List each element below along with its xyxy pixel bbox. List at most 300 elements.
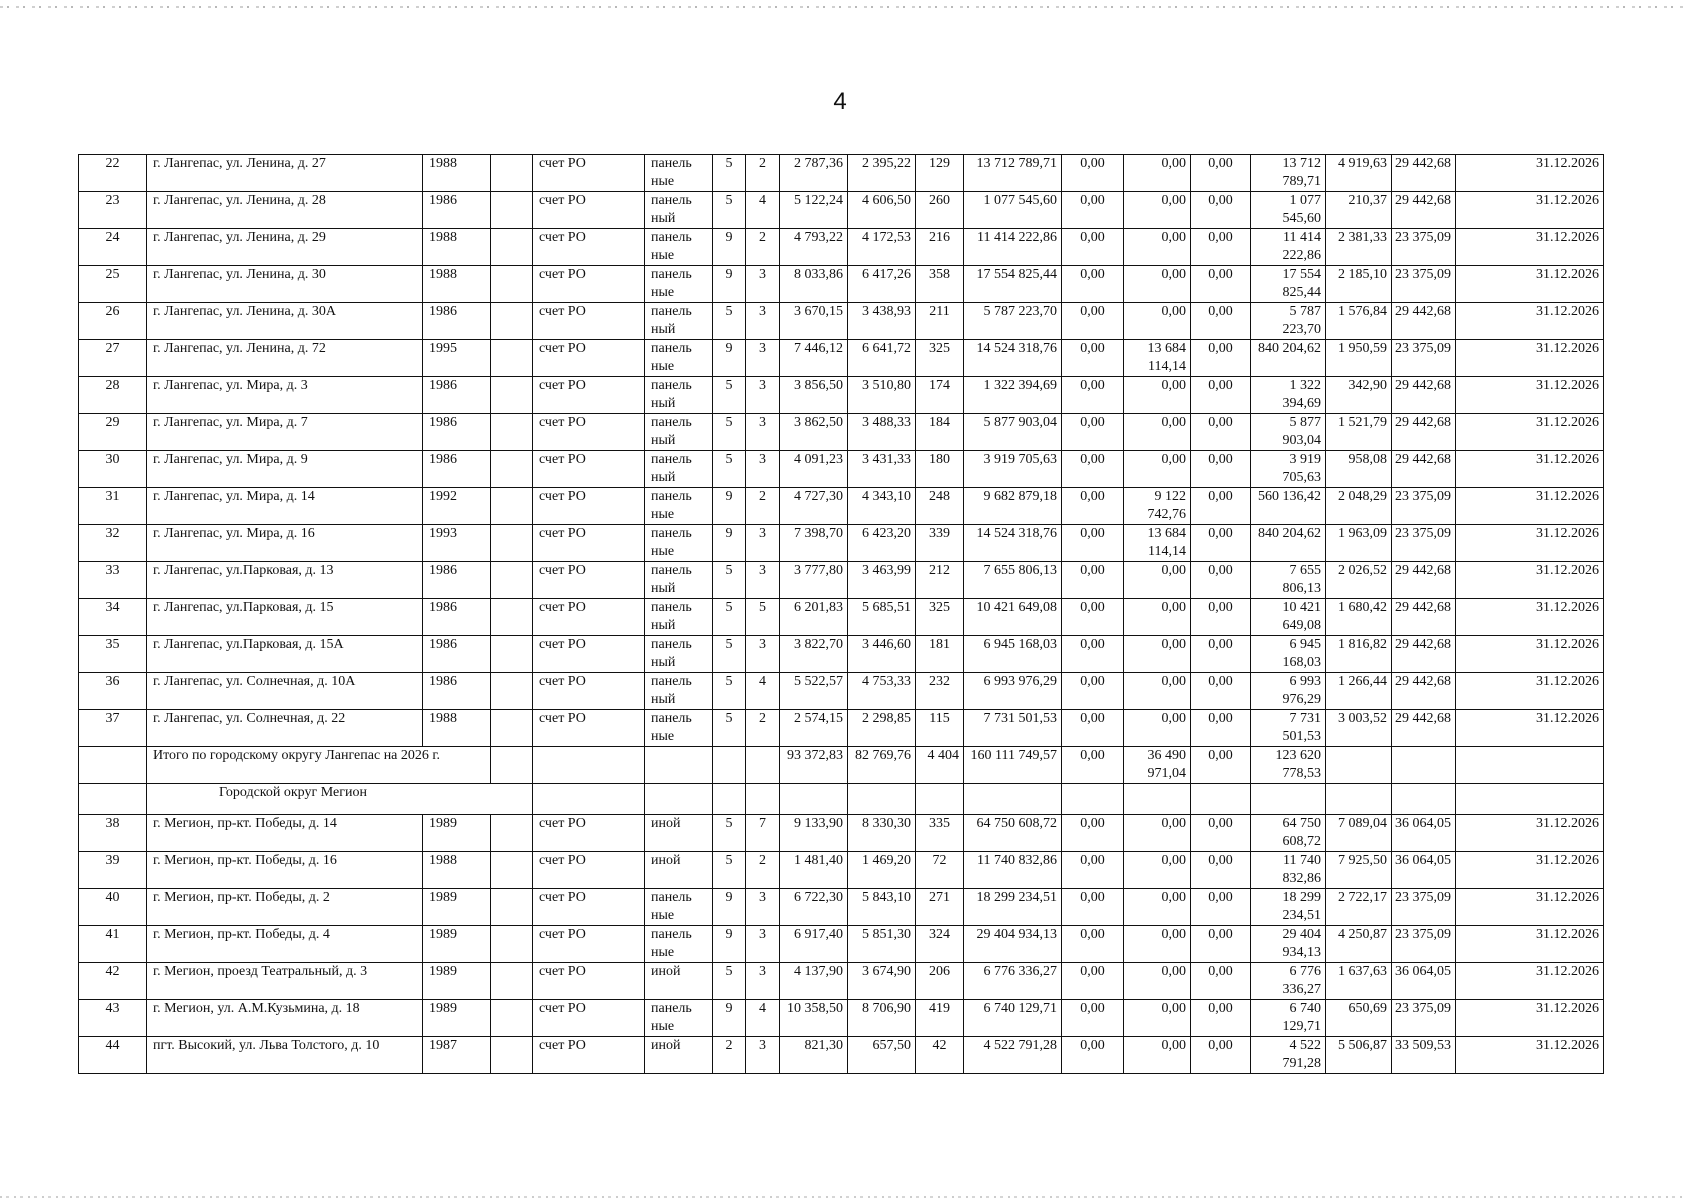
- cell-residents: 271: [916, 889, 964, 926]
- cell-blank: [491, 599, 533, 636]
- cell-deadline: 31.12.2026: [1456, 303, 1604, 340]
- cell-entrances: 3: [746, 451, 780, 488]
- cell-fund: счет РО: [533, 303, 645, 340]
- register-table: [78, 154, 1604, 1074]
- cell-no: 32: [79, 525, 147, 562]
- cell-deadline: 31.12.2026: [1456, 599, 1604, 636]
- cell-blank: [491, 414, 533, 451]
- group-label: Городской округ Мегион: [147, 784, 533, 815]
- cell-material: панель ный: [645, 599, 713, 636]
- cell-address: г. Лангепас, ул. Ленина, д. 28: [147, 192, 423, 229]
- cell-area-total: 821,30: [780, 1037, 848, 1074]
- cell-area-total: 6 201,83: [780, 599, 848, 636]
- cell-fund-local: 0,00: [1191, 340, 1251, 377]
- cell-entrances: 3: [746, 636, 780, 673]
- cell-fund-local: 0,00: [1191, 451, 1251, 488]
- cell-entrances: 3: [746, 377, 780, 414]
- table-row: [79, 155, 1604, 192]
- cell-deadline: 31.12.2026: [1456, 636, 1604, 673]
- cell-year: 1993: [423, 525, 491, 562]
- cell-area-total: 4 137,90: [780, 963, 848, 1000]
- cell-floors: 9: [713, 340, 746, 377]
- cell-fund-rf: 0,00: [1062, 636, 1124, 673]
- table-row: [79, 889, 1604, 926]
- cell-floors: 5: [713, 303, 746, 340]
- cell-blank: [491, 155, 533, 192]
- cell-fund-rf: 0,00: [1062, 451, 1124, 488]
- cell-no: 37: [79, 710, 147, 747]
- cell-fund-local: 0,00: [1191, 192, 1251, 229]
- cell-year: 1989: [423, 1000, 491, 1037]
- cell-address: г. Мегион, проезд Театральный, д. 3: [147, 963, 423, 1000]
- table-row: [79, 710, 1604, 747]
- cell-fund-owners: 3 919 705,63: [1251, 451, 1326, 488]
- cell-fund: счет РО: [533, 266, 645, 303]
- cell-fund-owners: 10 421 649,08: [1251, 599, 1326, 636]
- cell-fund-subject: 0,00: [1124, 710, 1191, 747]
- cell-blank: [491, 451, 533, 488]
- cell-area-total: 2 787,36: [780, 155, 848, 192]
- cell-residents: 211: [916, 303, 964, 340]
- cell-address: пгт. Высокий, ул. Льва Толстого, д. 10: [147, 1037, 423, 1074]
- cell-cost-total: 17 554 825,44: [964, 266, 1062, 303]
- cell-entrances: 4: [746, 192, 780, 229]
- cell-fund-subject: 0,00: [1124, 192, 1191, 229]
- cell-entrances: 5: [746, 599, 780, 636]
- cell-cost-total: 6 993 976,29: [964, 673, 1062, 710]
- cell-address: г. Лангепас, ул. Ленина, д. 30: [147, 266, 423, 303]
- cell-material: иной: [645, 815, 713, 852]
- total-cell-floors: [713, 747, 746, 784]
- cell-area-total: 4 091,23: [780, 451, 848, 488]
- cell-fund-local: 0,00: [1191, 1037, 1251, 1074]
- cell-fund-rf: 0,00: [1062, 852, 1124, 889]
- cell-deadline: 31.12.2026: [1456, 562, 1604, 599]
- cell-area-total: 6 917,40: [780, 926, 848, 963]
- cell-fund-subject: 0,00: [1124, 926, 1191, 963]
- cell-residents: 324: [916, 926, 964, 963]
- cell-address: г. Лангепас, ул. Мира, д. 7: [147, 414, 423, 451]
- cell-blank: [491, 266, 533, 303]
- cell-floors: 9: [713, 1000, 746, 1037]
- cell-fund-subject: 0,00: [1124, 562, 1191, 599]
- cell-no: 28: [79, 377, 147, 414]
- cell-fund-owners: 18 299 234,51: [1251, 889, 1326, 926]
- cell-deadline: 31.12.2026: [1456, 710, 1604, 747]
- cell-entrances: 4: [746, 1000, 780, 1037]
- cell-fund: счет РО: [533, 155, 645, 192]
- cell-material: панель ные: [645, 488, 713, 525]
- cell-year: 1986: [423, 414, 491, 451]
- cell-no: 29: [79, 414, 147, 451]
- cell-entrances: 4: [746, 673, 780, 710]
- total-area-living: 82 769,76: [848, 747, 916, 784]
- total-cell-entrances: [746, 747, 780, 784]
- cell-fund-rf: 0,00: [1062, 815, 1124, 852]
- cell-fund-rf: 0,00: [1062, 155, 1124, 192]
- page-number: 4: [833, 88, 847, 115]
- cell-residents: 325: [916, 340, 964, 377]
- cell-area-total: 8 033,86: [780, 266, 848, 303]
- cell-year: 1986: [423, 599, 491, 636]
- cell-fund: счет РО: [533, 488, 645, 525]
- cell-fund: счет РО: [533, 229, 645, 266]
- cell-floors: 9: [713, 229, 746, 266]
- cell-area-living: 3 431,33: [848, 451, 916, 488]
- cell-cost-total: 14 524 318,76: [964, 340, 1062, 377]
- group-cell: [1251, 784, 1326, 815]
- cell-unit-limit: 29 442,68: [1392, 451, 1456, 488]
- cell-entrances: 3: [746, 889, 780, 926]
- cell-area-living: 1 469,20: [848, 852, 916, 889]
- cell-fund-subject: 0,00: [1124, 673, 1191, 710]
- cell-unit-cost: 1 266,44: [1326, 673, 1392, 710]
- cell-floors: 2: [713, 1037, 746, 1074]
- cell-no: 30: [79, 451, 147, 488]
- cell-area-living: 3 510,80: [848, 377, 916, 414]
- cell-cost-total: 18 299 234,51: [964, 889, 1062, 926]
- cell-no: 42: [79, 963, 147, 1000]
- cell-area-living: 3 488,33: [848, 414, 916, 451]
- cell-no: 36: [79, 673, 147, 710]
- cell-material: панель ные: [645, 266, 713, 303]
- cell-fund-local: 0,00: [1191, 229, 1251, 266]
- cell-blank: [491, 1037, 533, 1074]
- cell-fund-rf: 0,00: [1062, 1000, 1124, 1037]
- cell-cost-total: 5 877 903,04: [964, 414, 1062, 451]
- total-cell-unit-cost: [1326, 747, 1392, 784]
- cell-unit-cost: 4 250,87: [1326, 926, 1392, 963]
- cell-area-living: 3 674,90: [848, 963, 916, 1000]
- cell-fund-owners: 13 712 789,71: [1251, 155, 1326, 192]
- total-cell-material: [645, 747, 713, 784]
- total-residents: 4 404: [916, 747, 964, 784]
- cell-material: панель ный: [645, 377, 713, 414]
- cell-residents: 181: [916, 636, 964, 673]
- cell-fund-subject: 0,00: [1124, 303, 1191, 340]
- cell-deadline: 31.12.2026: [1456, 155, 1604, 192]
- cell-unit-cost: 2 048,29: [1326, 488, 1392, 525]
- cell-year: 1986: [423, 377, 491, 414]
- table-row: [79, 377, 1604, 414]
- cell-fund: счет РО: [533, 562, 645, 599]
- cell-unit-cost: 958,08: [1326, 451, 1392, 488]
- cell-no: 33: [79, 562, 147, 599]
- cell-material: панель ные: [645, 710, 713, 747]
- cell-unit-limit: 23 375,09: [1392, 266, 1456, 303]
- cell-material: иной: [645, 963, 713, 1000]
- table-row: [79, 229, 1604, 266]
- cell-entrances: 3: [746, 340, 780, 377]
- cell-residents: 42: [916, 1037, 964, 1074]
- cell-blank: [491, 889, 533, 926]
- cell-fund-owners: 11 414 222,86: [1251, 229, 1326, 266]
- cell-no: 27: [79, 340, 147, 377]
- cell-residents: 260: [916, 192, 964, 229]
- table-row: [79, 1037, 1604, 1074]
- cell-cost-total: 6 740 129,71: [964, 1000, 1062, 1037]
- cell-address: г. Лангепас, ул.Парковая, д. 15А: [147, 636, 423, 673]
- cell-material: панель ные: [645, 340, 713, 377]
- cell-blank: [491, 488, 533, 525]
- cell-unit-limit: 29 442,68: [1392, 414, 1456, 451]
- cell-fund-local: 0,00: [1191, 377, 1251, 414]
- table-body-megion: [79, 815, 1604, 1074]
- cell-unit-cost: 5 506,87: [1326, 1037, 1392, 1074]
- cell-entrances: 2: [746, 710, 780, 747]
- cell-fund-owners: 840 204,62: [1251, 340, 1326, 377]
- cell-fund-subject: 0,00: [1124, 636, 1191, 673]
- total-fund-subject: 36 490 971,04: [1124, 747, 1191, 784]
- cell-blank: [491, 963, 533, 1000]
- cell-address: г. Лангепас, ул.Парковая, д. 13: [147, 562, 423, 599]
- cell-fund-owners: 560 136,42: [1251, 488, 1326, 525]
- cell-floors: 5: [713, 599, 746, 636]
- cell-fund-subject: 0,00: [1124, 852, 1191, 889]
- cell-fund-rf: 0,00: [1062, 1037, 1124, 1074]
- cell-fund-subject: 0,00: [1124, 414, 1191, 451]
- cell-no: 34: [79, 599, 147, 636]
- cell-address: г. Мегион, пр-кт. Победы, д. 4: [147, 926, 423, 963]
- cell-unit-limit: 36 064,05: [1392, 815, 1456, 852]
- cell-blank: [491, 340, 533, 377]
- cell-entrances: 3: [746, 525, 780, 562]
- cell-no: 31: [79, 488, 147, 525]
- cell-fund-local: 0,00: [1191, 599, 1251, 636]
- table-row: [79, 926, 1604, 963]
- cell-unit-cost: 1 637,63: [1326, 963, 1392, 1000]
- group-cell: [1124, 784, 1191, 815]
- cell-deadline: 31.12.2026: [1456, 340, 1604, 377]
- cell-deadline: 31.12.2026: [1456, 852, 1604, 889]
- cell-fund-owners: 17 554 825,44: [1251, 266, 1326, 303]
- cell-deadline: 31.12.2026: [1456, 192, 1604, 229]
- cell-entrances: 3: [746, 266, 780, 303]
- cell-fund-rf: 0,00: [1062, 192, 1124, 229]
- cell-fund: счет РО: [533, 599, 645, 636]
- cell-material: иной: [645, 852, 713, 889]
- cell-no: 22: [79, 155, 147, 192]
- cell-fund: счет РО: [533, 673, 645, 710]
- cell-unit-cost: 1 950,59: [1326, 340, 1392, 377]
- cell-material: панель ный: [645, 562, 713, 599]
- cell-deadline: 31.12.2026: [1456, 377, 1604, 414]
- cell-fund-subject: 0,00: [1124, 889, 1191, 926]
- cell-fund-local: 0,00: [1191, 926, 1251, 963]
- cell-fund-owners: 7 731 501,53: [1251, 710, 1326, 747]
- cell-area-total: 3 822,70: [780, 636, 848, 673]
- cell-area-total: 3 777,80: [780, 562, 848, 599]
- cell-residents: 72: [916, 852, 964, 889]
- total-row: [79, 747, 1604, 784]
- cell-unit-limit: 29 442,68: [1392, 562, 1456, 599]
- cell-unit-cost: 4 919,63: [1326, 155, 1392, 192]
- cell-floors: 5: [713, 562, 746, 599]
- cell-residents: 184: [916, 414, 964, 451]
- cell-material: панель ный: [645, 636, 713, 673]
- cell-no: 44: [79, 1037, 147, 1074]
- cell-unit-cost: 2 185,10: [1326, 266, 1392, 303]
- cell-unit-limit: 29 442,68: [1392, 303, 1456, 340]
- cell-area-living: 4 172,53: [848, 229, 916, 266]
- cell-area-living: 6 641,72: [848, 340, 916, 377]
- cell-fund: счет РО: [533, 192, 645, 229]
- cell-address: г. Лангепас, ул. Солнечная, д. 22: [147, 710, 423, 747]
- cell-blank: [491, 852, 533, 889]
- cell-area-total: 5 522,57: [780, 673, 848, 710]
- cell-area-living: 2 395,22: [848, 155, 916, 192]
- table-body-langepas: [79, 155, 1604, 747]
- cell-floors: 5: [713, 377, 746, 414]
- cell-fund: счет РО: [533, 451, 645, 488]
- cell-blank: [491, 303, 533, 340]
- cell-floors: 9: [713, 488, 746, 525]
- cell-fund-rf: 0,00: [1062, 599, 1124, 636]
- cell-cost-total: 9 682 879,18: [964, 488, 1062, 525]
- table-row: [79, 852, 1604, 889]
- cell-cost-total: 5 787 223,70: [964, 303, 1062, 340]
- cell-material: панель ный: [645, 303, 713, 340]
- total-cell-fund: [533, 747, 645, 784]
- cell-unit-limit: 23 375,09: [1392, 889, 1456, 926]
- cell-fund: счет РО: [533, 414, 645, 451]
- cell-area-total: 1 481,40: [780, 852, 848, 889]
- total-cell-deadline: [1456, 747, 1604, 784]
- cell-unit-limit: 29 442,68: [1392, 710, 1456, 747]
- cell-fund-local: 0,00: [1191, 155, 1251, 192]
- cell-fund-owners: 4 522 791,28: [1251, 1037, 1326, 1074]
- cell-entrances: 3: [746, 926, 780, 963]
- cell-fund-local: 0,00: [1191, 562, 1251, 599]
- cell-floors: 5: [713, 815, 746, 852]
- cell-fund-subject: 9 122 742,76: [1124, 488, 1191, 525]
- cell-fund-subject: 0,00: [1124, 377, 1191, 414]
- cell-unit-limit: 36 064,05: [1392, 852, 1456, 889]
- cell-fund: счет РО: [533, 852, 645, 889]
- cell-unit-limit: 23 375,09: [1392, 340, 1456, 377]
- cell-fund-owners: 6 740 129,71: [1251, 1000, 1326, 1037]
- cell-floors: 9: [713, 266, 746, 303]
- cell-unit-limit: 29 442,68: [1392, 377, 1456, 414]
- cell-fund-subject: 0,00: [1124, 1037, 1191, 1074]
- cell-residents: 419: [916, 1000, 964, 1037]
- cell-fund-owners: 1 322 394,69: [1251, 377, 1326, 414]
- cell-residents: 206: [916, 963, 964, 1000]
- cell-blank: [491, 377, 533, 414]
- cell-deadline: 31.12.2026: [1456, 266, 1604, 303]
- total-label: Итого по городскому округу Лангепас на 2026 г.: [147, 747, 491, 784]
- cell-entrances: 7: [746, 815, 780, 852]
- cell-address: г. Лангепас, ул. Мира, д. 14: [147, 488, 423, 525]
- cell-entrances: 2: [746, 229, 780, 266]
- cell-unit-cost: 2 722,17: [1326, 889, 1392, 926]
- cell-cost-total: 29 404 934,13: [964, 926, 1062, 963]
- cell-residents: 212: [916, 562, 964, 599]
- group-cell: [533, 784, 645, 815]
- cell-address: г. Лангепас, ул. Солнечная, д. 10А: [147, 673, 423, 710]
- cell-material: панель ный: [645, 192, 713, 229]
- cell-year: 1988: [423, 155, 491, 192]
- cell-fund-rf: 0,00: [1062, 525, 1124, 562]
- cell-fund-local: 0,00: [1191, 266, 1251, 303]
- cell-fund-local: 0,00: [1191, 673, 1251, 710]
- cell-deadline: 31.12.2026: [1456, 815, 1604, 852]
- group-cell: [1191, 784, 1251, 815]
- cell-year: 1992: [423, 488, 491, 525]
- cell-cost-total: 1 077 545,60: [964, 192, 1062, 229]
- cell-fund-owners: 5 787 223,70: [1251, 303, 1326, 340]
- cell-fund-owners: 6 776 336,27: [1251, 963, 1326, 1000]
- cell-address: г. Лангепас, ул. Мира, д. 16: [147, 525, 423, 562]
- cell-area-total: 4 727,30: [780, 488, 848, 525]
- cell-area-total: 9 133,90: [780, 815, 848, 852]
- cell-fund-owners: 7 655 806,13: [1251, 562, 1326, 599]
- cell-fund-local: 0,00: [1191, 1000, 1251, 1037]
- cell-fund: счет РО: [533, 377, 645, 414]
- group-header-row: [79, 784, 1604, 815]
- cell-cost-total: 7 731 501,53: [964, 710, 1062, 747]
- cell-fund: счет РО: [533, 1000, 645, 1037]
- cell-area-living: 8 706,90: [848, 1000, 916, 1037]
- cell-deadline: 31.12.2026: [1456, 1037, 1604, 1074]
- cell-blank: [491, 673, 533, 710]
- cell-year: 1986: [423, 673, 491, 710]
- cell-fund-rf: 0,00: [1062, 229, 1124, 266]
- cell-blank: [491, 1000, 533, 1037]
- cell-unit-cost: 7 925,50: [1326, 852, 1392, 889]
- cell-address: г. Лангепас, ул. Ленина, д. 27: [147, 155, 423, 192]
- cell-residents: 180: [916, 451, 964, 488]
- cell-residents: 325: [916, 599, 964, 636]
- cell-entrances: 2: [746, 155, 780, 192]
- cell-cost-total: 6 945 168,03: [964, 636, 1062, 673]
- cell-unit-limit: 23 375,09: [1392, 488, 1456, 525]
- cell-fund: счет РО: [533, 926, 645, 963]
- cell-residents: 174: [916, 377, 964, 414]
- cell-unit-cost: 342,90: [1326, 377, 1392, 414]
- cell-floors: 9: [713, 525, 746, 562]
- total-area-total: 93 372,83: [780, 747, 848, 784]
- cell-fund-local: 0,00: [1191, 414, 1251, 451]
- cell-year: 1989: [423, 963, 491, 1000]
- cell-no: 38: [79, 815, 147, 852]
- total-fund-local: 0,00: [1191, 747, 1251, 784]
- total-cell-unit-limit: [1392, 747, 1456, 784]
- cell-material: панель ные: [645, 155, 713, 192]
- cell-cost-total: 11 414 222,86: [964, 229, 1062, 266]
- cell-unit-limit: 29 442,68: [1392, 636, 1456, 673]
- cell-no: 24: [79, 229, 147, 266]
- cell-entrances: 3: [746, 963, 780, 1000]
- cell-unit-cost: 7 089,04: [1326, 815, 1392, 852]
- cell-year: 1986: [423, 303, 491, 340]
- cell-fund-owners: 6 945 168,03: [1251, 636, 1326, 673]
- cell-address: г. Мегион, пр-кт. Победы, д. 14: [147, 815, 423, 852]
- group-cell: [746, 784, 780, 815]
- cell-floors: 5: [713, 673, 746, 710]
- cell-deadline: 31.12.2026: [1456, 525, 1604, 562]
- cell-entrances: 2: [746, 488, 780, 525]
- cell-year: 1986: [423, 562, 491, 599]
- cell-entrances: 3: [746, 562, 780, 599]
- cell-fund: счет РО: [533, 710, 645, 747]
- table-row: [79, 1000, 1604, 1037]
- scan-edge-bottom: [0, 1196, 1686, 1198]
- cell-residents: 358: [916, 266, 964, 303]
- cell-year: 1989: [423, 815, 491, 852]
- cell-blank: [491, 192, 533, 229]
- cell-fund-owners: 64 750 608,72: [1251, 815, 1326, 852]
